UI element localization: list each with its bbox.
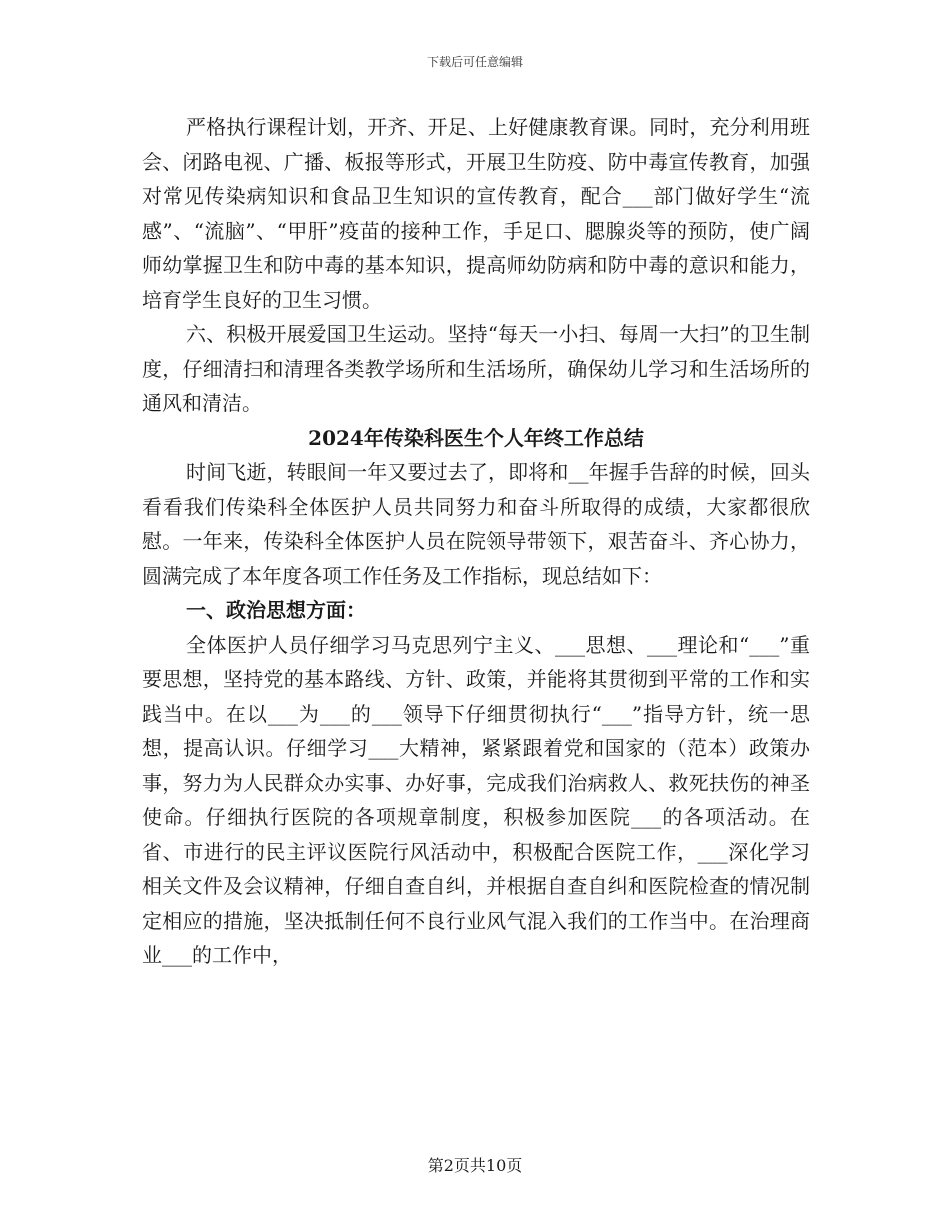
paragraph-health-education: 严格执行课程计划，开齐、开足、上好健康教育课。同时，充分利用班会、闭路电视、广播、板报等形式，开展卫生防疫、防中毒宣传教育，加强对常见传染病知识和食品卫生知识的宣传教育，配合___部门做好学生“流感”、“流脑”、“甲肝”疫苗的接种工作，手足口、腮腺炎等的预防，使广阔师幼掌握卫生和防中毒的基本知识，提高师幼防病和防中毒的意识和能力，培育学生良好的卫生习惯。 [142,115,810,312]
header-note: 下载后可任意编辑 [426,55,523,69]
document-title: 2024年传染科医生个人年终工作总结 [308,425,644,450]
page-number: 第2页共10页 [427,1156,523,1175]
section-heading-political: 一、政治思想方面： [186,598,366,622]
paragraph-patriotic-health: 六、积极开展爱国卫生运动。坚持“每天一小扫、每周一大扫”的卫生制度，仔细清扫和清理各类教学场所和生活场所，确保幼儿学习和生活场所的通风和清洁。 [142,322,810,415]
paragraph-intro: 时间飞逝，转眼间一年又要过去了，即将和__年握手告辞的时候，回头看看我们传染科全体医护人员共同努力和奋斗所取得的成绩，大家都很欣慰。一年来，传染科全体医护人员在院领导带领下，艰苦奋斗、齐心协力，圆满完成了本年度各项工作任务及工作指标，现总结如下： [142,460,810,588]
document-body [142,110,810,973]
paragraph-political: 全体医护人员仔细学习马克思列宁主义、___思想、___理论和“___”重要思想，坚持党的基本路线、方针、政策，并能将其贯彻到平常的工作和实践当中。在以___为___的___领导下仔细贯彻执行“___”指导方针，统一思想，提高认识。仔细学习___大精神，紧紧跟着党和国家的（范本）政策办事，努力为人民群众办实事、办好事，完成我们治病救人、救死扶伤的神圣使命。仔细执行医院的各项规章制度，积极参加医院___的各项活动。在省、市进行的民主评议医院行风活动中，积极配合医院工作，___深化学习相关文件及会议精神，仔细自查自纠，并根据自查自纠和医院检查的情况制定相应的措施，坚决抵制任何不良行业风气混入我们的工作当中。在治理商业___的工作中， [142,632,810,967]
